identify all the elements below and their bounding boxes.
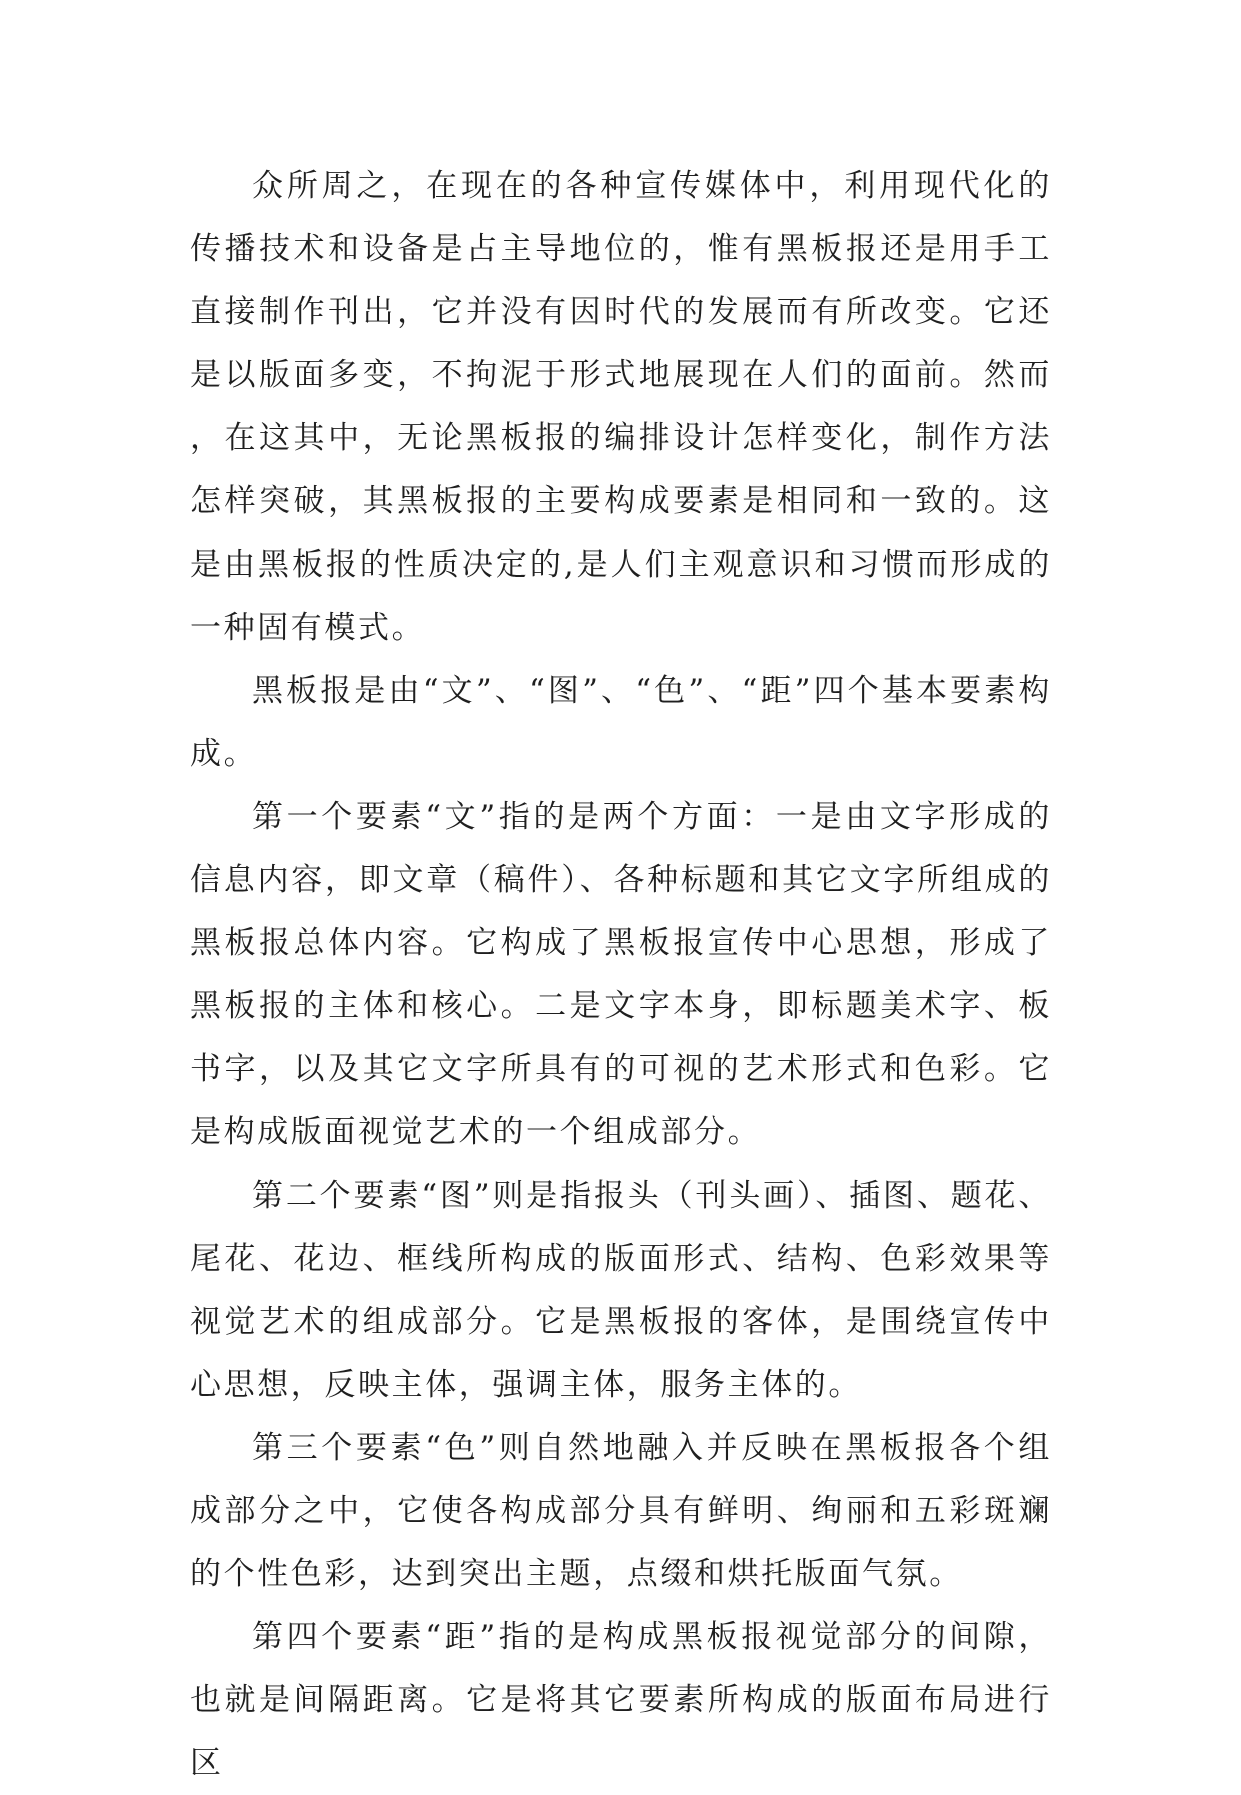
paragraph-element-spacing: 第四个要素“距”指的是构成黑板报视觉部分的间隙，也就是间隔距离。它是将其它要素所构成的版面布局进行区 xyxy=(190,1619,1052,1782)
paragraph-intro: 众所周之，在现在的各种宣传媒体中，利用现代化的传播技术和设备是占主导地位的，惟有黑板报还是用手工直接制作刊出，它并没有因时代的发展而有所改变。它还是以版面多变，不拘泥于形式地展现在人们的面前。然而，在这其中，无论黑板报的编排设计怎样变化，制作方法怎样突破，其黑板报的主要构成要素是相同和一致的。这是由黑板报的性质决定的,是人们主观意识和习惯而形成的一种固有模式。 xyxy=(190,168,1052,646)
paragraph-element-image: 第二个要素“图”则是指报头（刊头画）、插图、题花、尾花、花边、框线所构成的版面形式、结构、色彩效果等视觉艺术的组成部分。它是黑板报的客体，是围绕宣传中心思想，反映主体，强调主体，服务主体的。 xyxy=(190,1177,1052,1403)
document-body xyxy=(190,155,1052,1795)
paragraph-element-text: 第一个要素“文”指的是两个方面：一是由文字形成的信息内容，即文章（稿件）、各种标题和其它文字所组成的黑板报总体内容。它构成了黑板报宣传中心思想，形成了黑板报的主体和核心。二是文字本身，即标题美术字、板书字，以及其它文字所具有的可视的艺术形式和色彩。它是构成版面视觉艺术的一个组成部分。 xyxy=(190,798,1052,1151)
paragraph-element-color: 第三个要素“色”则自然地融入并反映在黑板报各个组成部分之中，它使各构成部分具有鲜明、绚丽和五彩斑斓的个性色彩，达到突出主题，点缀和烘托版面气氛。 xyxy=(190,1429,1052,1593)
paragraph-four-elements: 黑板报是由“文”、“图”、“色”、“距”四个基本要素构成。 xyxy=(190,672,1052,772)
